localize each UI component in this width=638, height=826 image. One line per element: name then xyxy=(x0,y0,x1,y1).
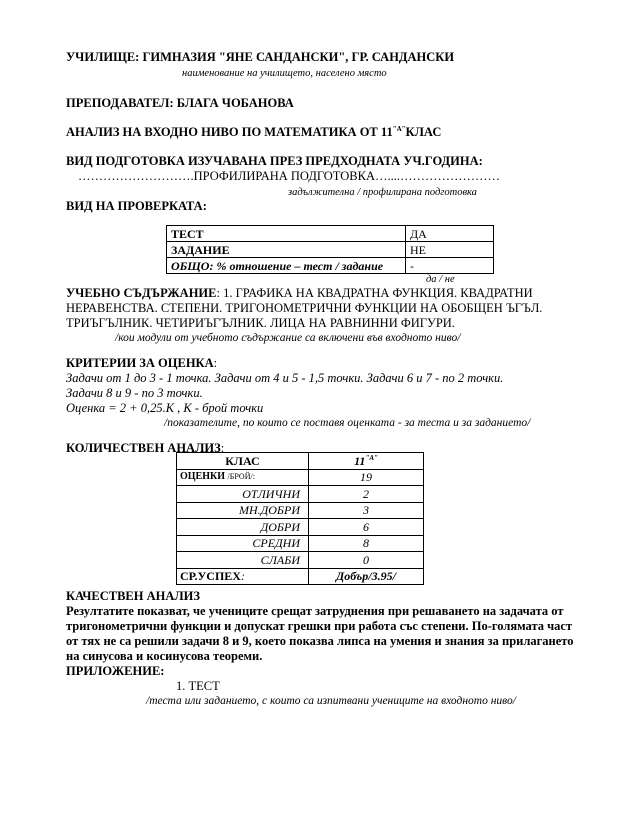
check-label: ТЕСТ xyxy=(167,226,406,242)
table-row xyxy=(177,453,424,470)
analysis-title-suffix: КЛАС xyxy=(405,125,442,139)
appendix-item-number: 1 xyxy=(176,679,183,693)
check-table xyxy=(166,225,494,274)
table-row xyxy=(167,242,494,258)
analysis-title-text: АНАЛИЗ НА ВХОДНО НИВО ПО МАТЕМАТИКА ОТ 11 xyxy=(66,125,393,139)
grade-count: 8 xyxy=(309,535,424,552)
check-hint: да / не xyxy=(426,274,455,285)
appendix-item-text: . ТЕСТ xyxy=(182,679,220,693)
table-row xyxy=(177,469,424,486)
grades-label-small: /БРОЙ/: xyxy=(227,472,255,482)
table-row xyxy=(167,226,494,242)
criteria-line-1: Задачи от 1 до 3 - 1 точка. Задачи от 4 и 5 - 1,5 точки. Задачи 6 и 7 - по 2 точки. xyxy=(66,371,504,385)
quantitative-label: КОЛИЧЕСТВЕН АНАЛИЗ xyxy=(66,441,221,455)
check-heading: ВИД НА ПРОВЕРКАТА: xyxy=(66,199,207,213)
table-row xyxy=(177,519,424,536)
grade-count: 2 xyxy=(309,486,424,503)
average-value: Добър/3.95/ xyxy=(309,568,424,585)
preparation-heading: ВИД ПОДГОТОВКА ИЗУЧАВАНА ПРЕЗ ПРЕДХОДНАТА УЧ.ГОДИНА: xyxy=(66,154,483,168)
school-hint: наименование на училището, населено място xyxy=(182,68,387,79)
qualitative-heading: КАЧЕСТВЕН АНАЛИЗ xyxy=(66,589,201,603)
content-line-1 xyxy=(66,286,533,301)
table-row xyxy=(177,535,424,552)
check-value: ДА xyxy=(406,226,494,242)
analysis-title-class-letter: "А" xyxy=(392,125,406,133)
appendix-hint: /теста или заданието, с които са изпитвани учениците на входното ниво/ xyxy=(146,695,516,707)
criteria-hint: /показателите, по които се поставя оценката - за теста и за заданието/ xyxy=(164,417,531,429)
school-line: УЧИЛИЩЕ: ГИМНАЗИЯ "ЯНЕ САНДАНСКИ", ГР. САНДАНСКИ xyxy=(66,50,455,64)
table-row xyxy=(177,486,424,503)
quantitative-colon: : xyxy=(220,441,225,455)
criteria-colon: : xyxy=(213,356,218,370)
qualitative-line-3: от тях не са решили задачи 8 и 9, което показва липса на умения и знания за прилагането xyxy=(66,634,574,648)
criteria-heading xyxy=(66,356,217,371)
qualitative-line-4: на синусова и косинусова теореми. xyxy=(66,649,263,663)
average-label-text: СР.УСПЕХ xyxy=(180,569,241,584)
content-line-1-text: : 1. ГРАФИКА НА КВАДРАТНА ФУНКЦИЯ. КВАДРАТНИ xyxy=(216,286,533,300)
average-label xyxy=(177,568,309,585)
class-value xyxy=(309,453,424,470)
class-label: КЛАС xyxy=(177,453,309,470)
teacher-line: ПРЕПОДАВАТЕЛ: БЛАГА ЧОБАНОВА xyxy=(66,96,294,110)
grades-label xyxy=(177,469,309,486)
class-letter: "А" xyxy=(365,453,378,462)
average-colon: : xyxy=(240,569,245,584)
criteria-label: КРИТЕРИИ ЗА ОЦЕНКА xyxy=(66,356,214,370)
table-row xyxy=(177,552,424,569)
check-label: ЗАДАНИЕ xyxy=(167,242,406,258)
grades-label-text: ОЦЕНКИ xyxy=(180,471,226,483)
grade-label: ОТЛИЧНИ xyxy=(177,486,309,503)
content-label: УЧЕБНО СЪДЪРЖАНИЕ xyxy=(66,286,217,300)
criteria-line-2: Задачи 8 и 9 - по 3 точки. xyxy=(66,386,203,400)
table-row xyxy=(177,568,424,585)
grade-label: СЛАБИ xyxy=(177,552,309,569)
qualitative-line-1: Резултатите показват, че учениците срещат затруднения при решаването на задачата от xyxy=(66,604,564,618)
qualitative-line-2: тригонометрични функции и допускат грешки при работа със степени. По-голямата част xyxy=(66,619,573,633)
analysis-title xyxy=(66,125,441,140)
content-line-2: НЕРАВЕНСТВА. СТЕПЕНИ. ТРИГОНОМЕТРИЧНИ ФУНКЦИИ НА ОБОБЩЕН ЪГЪЛ. xyxy=(66,301,543,315)
appendix-item xyxy=(176,679,220,694)
grade-count: 0 xyxy=(309,552,424,569)
table-row xyxy=(177,502,424,519)
grade-label: ДОБРИ xyxy=(177,519,309,536)
grade-count: 3 xyxy=(309,502,424,519)
grade-label: СРЕДНИ xyxy=(177,535,309,552)
content-line-3: ТРИЪГЪЛНИК. ЧЕТИРИЪГЪЛНИК. ЛИЦА НА РАВНИННИ ФИГУРИ. xyxy=(66,316,455,330)
check-label: ОБЩО: % отношение – тест / задание xyxy=(167,258,406,274)
grades-total: 19 xyxy=(309,469,424,486)
grade-count: 6 xyxy=(309,519,424,536)
grade-label: МН.ДОБРИ xyxy=(177,502,309,519)
check-value: - xyxy=(406,258,494,274)
results-table xyxy=(176,452,424,585)
content-hint: /кои модули от учебното съдържание са включени във входното ниво/ xyxy=(115,332,461,344)
class-number: 11 xyxy=(354,453,366,468)
criteria-line-3: Оценка = 2 + 0,25.К , К - брой точки xyxy=(66,401,264,415)
appendix-heading: ПРИЛОЖЕНИЕ: xyxy=(66,664,165,678)
preparation-value: ……………………….ПРОФИЛИРАНА ПОДГОТОВКА…....…………………… xyxy=(78,169,501,183)
preparation-hint: задължителна / профилирана подготовка xyxy=(288,187,477,198)
check-value: НЕ xyxy=(406,242,494,258)
